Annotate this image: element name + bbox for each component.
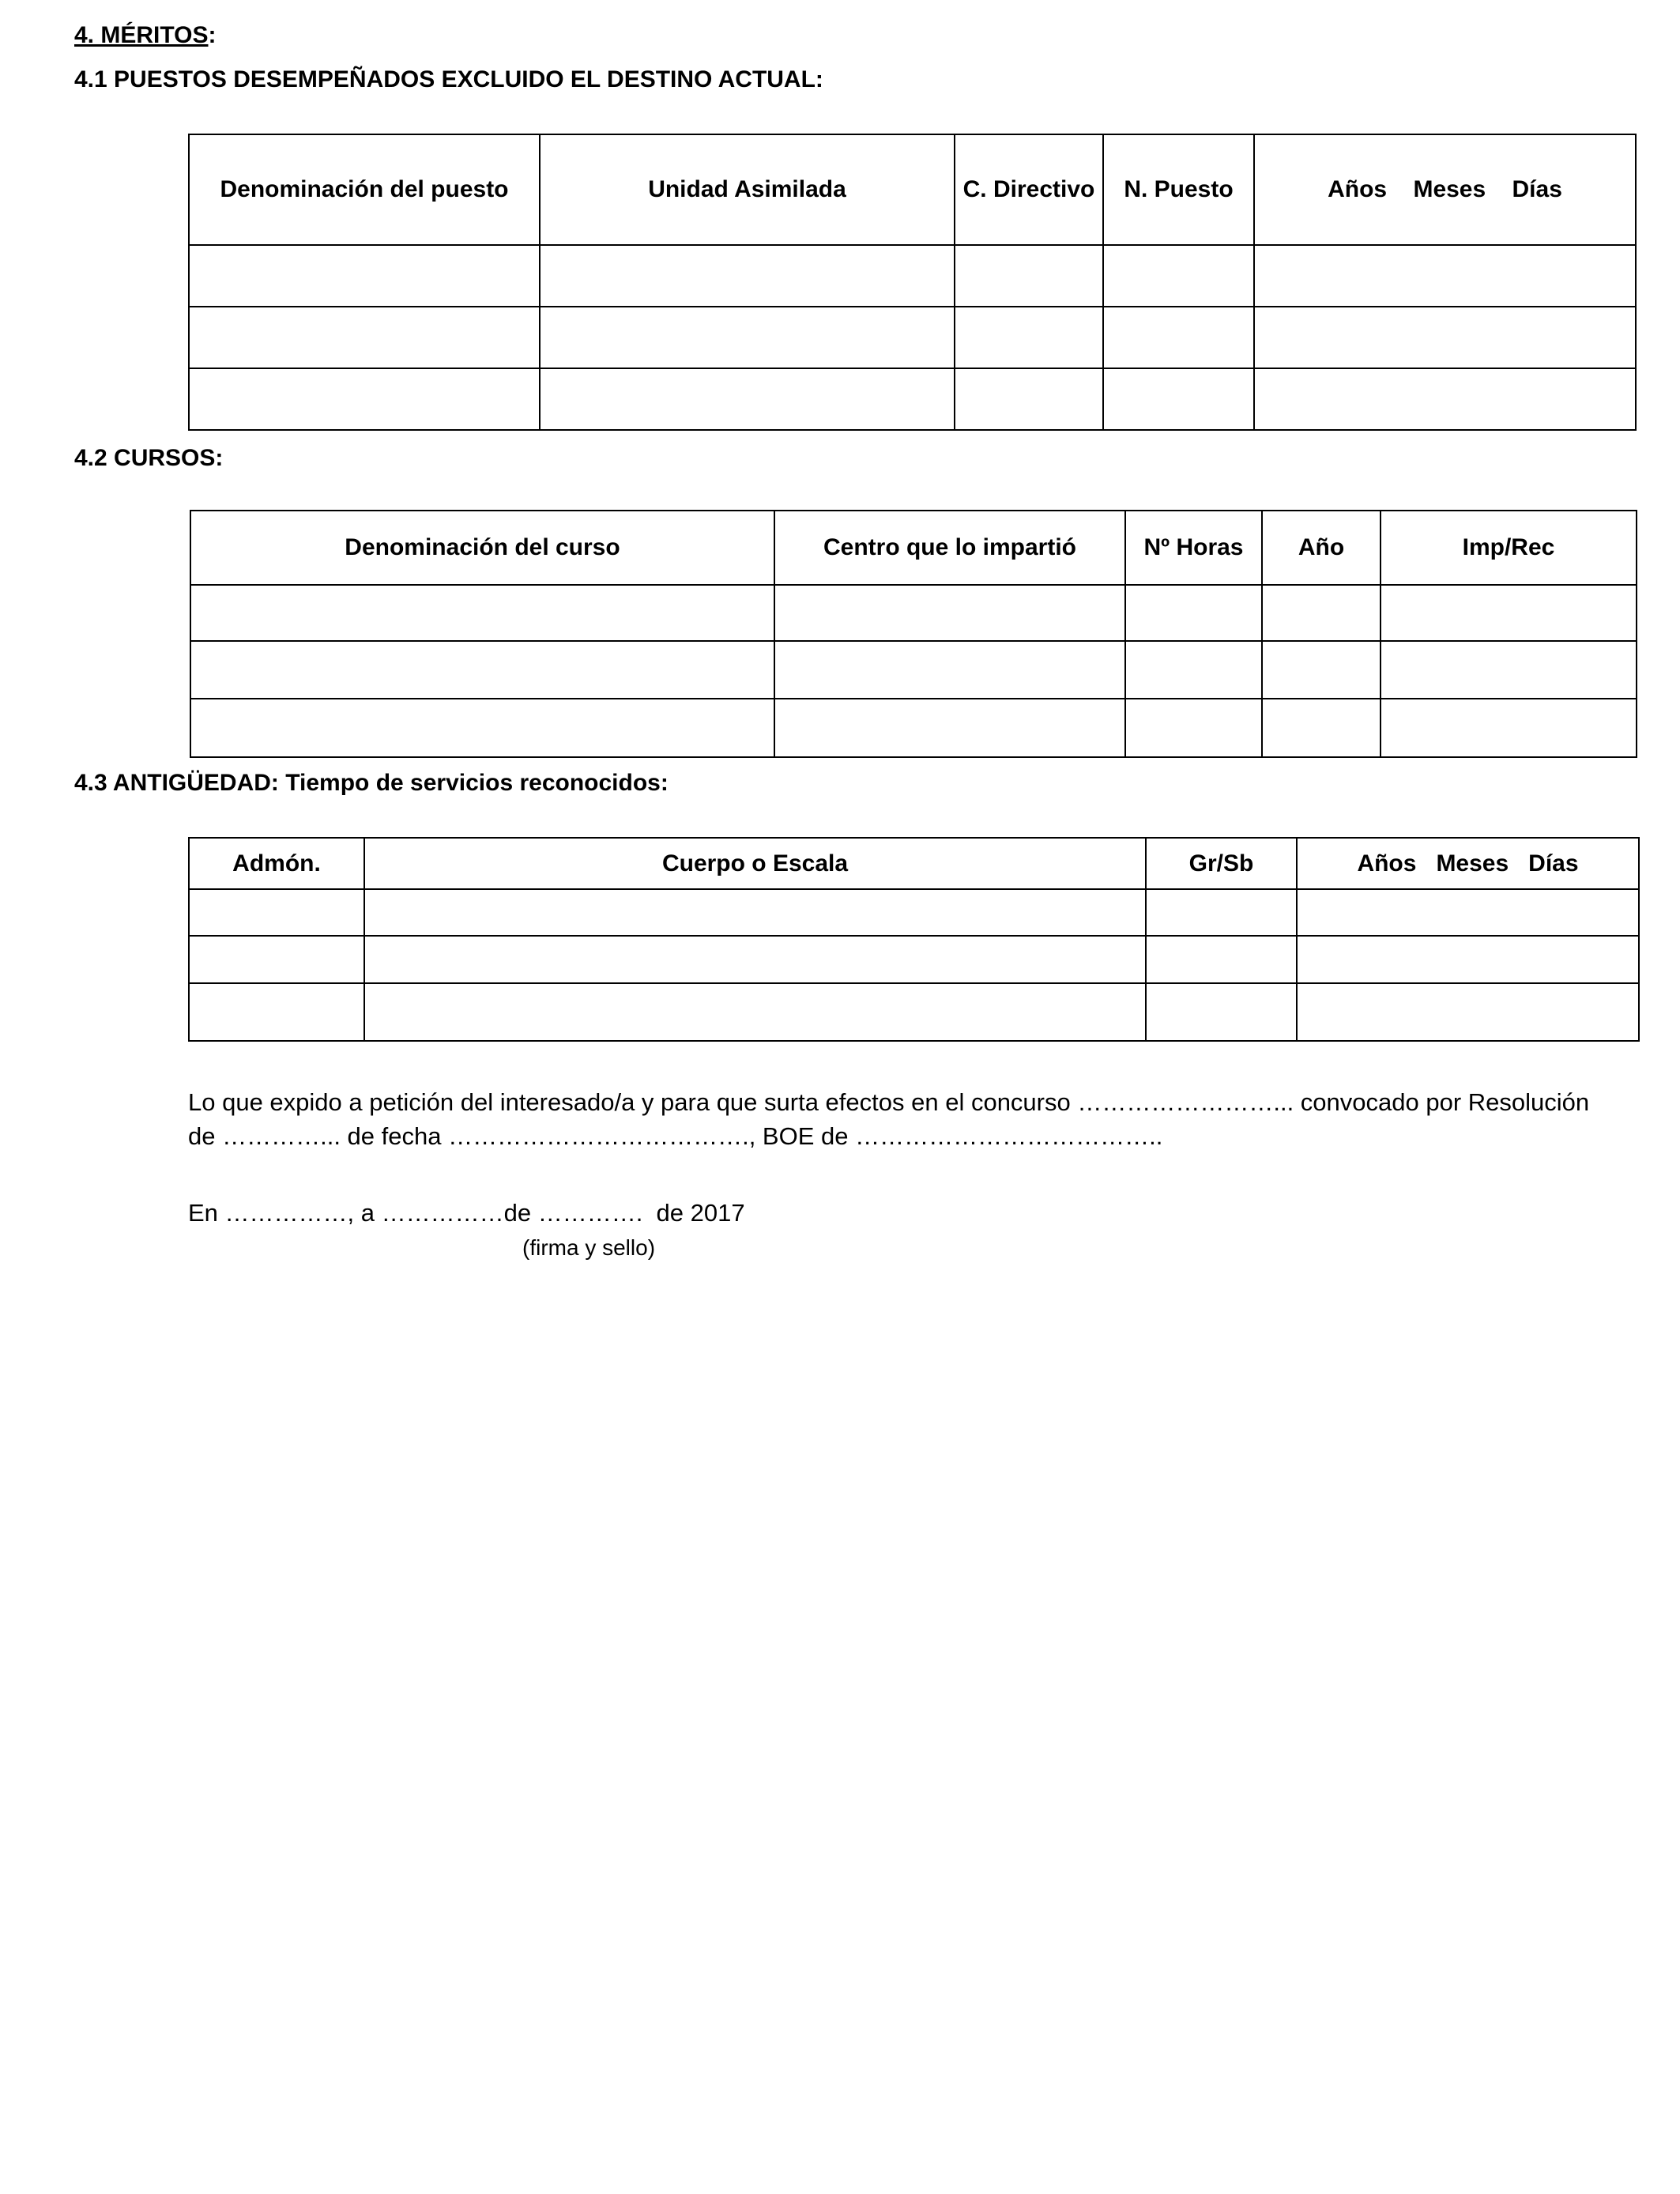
cursos-table — [190, 510, 1637, 758]
table-row — [190, 641, 1637, 699]
input-cell[interactable] — [540, 307, 955, 368]
input-cell[interactable] — [774, 699, 1125, 757]
input-cell[interactable] — [1297, 936, 1639, 983]
input-cell[interactable] — [1297, 889, 1639, 936]
heading-antiguedad: 4.3 ANTIGÜEDAD: Tiempo de servicios reconocidos: — [74, 770, 669, 796]
col-centro: Centro que lo impartió — [774, 511, 1125, 585]
input-cell[interactable] — [1103, 368, 1254, 430]
col-denominacion-puesto: Denominación del puesto — [189, 134, 540, 245]
input-cell[interactable] — [189, 889, 364, 936]
input-cell[interactable] — [1381, 699, 1637, 757]
section-title-suffix: : — [208, 22, 217, 48]
puestos-header-row — [189, 134, 1636, 245]
puestos-table — [188, 134, 1637, 431]
input-cell[interactable] — [955, 368, 1103, 430]
statement-line-1: Lo que expido a petición del interesado/a y para que surta efectos en el concurso ……………………... convocado por Resolución — [188, 1088, 1590, 1116]
input-cell[interactable] — [955, 245, 1103, 307]
input-cell[interactable] — [774, 585, 1125, 641]
input-cell[interactable] — [189, 368, 540, 430]
input-cell[interactable] — [190, 641, 774, 699]
table-row — [189, 368, 1636, 430]
input-cell[interactable] — [1254, 307, 1636, 368]
col-imp-rec: Imp/Rec — [1381, 511, 1637, 585]
input-cell[interactable] — [189, 936, 364, 983]
input-cell[interactable] — [1103, 307, 1254, 368]
input-cell[interactable] — [1262, 585, 1381, 641]
signature-label: (firma y sello) — [522, 1235, 656, 1260]
input-cell[interactable] — [364, 936, 1146, 983]
heading-puestos: 4.1 PUESTOS DESEMPEÑADOS EXCLUIDO EL DESTINO ACTUAL: — [74, 66, 823, 92]
input-cell[interactable] — [1125, 641, 1262, 699]
col-gr-sb: Gr/Sb — [1146, 838, 1297, 889]
input-cell[interactable] — [190, 699, 774, 757]
heading-cursos: 4.2 CURSOS: — [74, 445, 224, 471]
col-cuerpo-escala: Cuerpo o Escala — [364, 838, 1146, 889]
statement-line-2: de …………... de fecha ………………………………., BOE de ……………………………….. — [188, 1122, 1163, 1150]
input-cell[interactable] — [1381, 585, 1637, 641]
input-cell[interactable] — [540, 368, 955, 430]
input-cell[interactable] — [1262, 641, 1381, 699]
input-cell[interactable] — [1254, 368, 1636, 430]
antiguedad-table — [188, 837, 1640, 1042]
table-row — [190, 585, 1637, 641]
input-cell[interactable] — [1125, 585, 1262, 641]
table-row — [189, 245, 1636, 307]
input-cell[interactable] — [1125, 699, 1262, 757]
input-cell[interactable] — [190, 585, 774, 641]
input-cell[interactable] — [1146, 889, 1297, 936]
place-date-line: En ……………, a ……………de …………. de 2017 — [188, 1199, 745, 1227]
col-denominacion-curso: Denominación del curso — [190, 511, 774, 585]
table-row — [189, 983, 1639, 1041]
table-row — [189, 936, 1639, 983]
antiguedad-header-row — [189, 838, 1639, 889]
col-ano: Año — [1262, 511, 1381, 585]
input-cell[interactable] — [1254, 245, 1636, 307]
col-anos-meses-dias: Años Meses Días — [1297, 838, 1639, 889]
input-cell[interactable] — [189, 307, 540, 368]
table-row — [190, 699, 1637, 757]
col-unidad-asimilada: Unidad Asimilada — [540, 134, 955, 245]
col-admon: Admón. — [189, 838, 364, 889]
col-c-directivo: C. Directivo — [955, 134, 1103, 245]
cursos-header-row — [190, 511, 1637, 585]
input-cell[interactable] — [364, 889, 1146, 936]
input-cell[interactable] — [1146, 936, 1297, 983]
col-anos-meses-dias: Años Meses Días — [1254, 134, 1636, 245]
input-cell[interactable] — [189, 245, 540, 307]
input-cell[interactable] — [1146, 983, 1297, 1041]
section-title-text: 4. MÉRITOS — [74, 22, 209, 48]
input-cell[interactable] — [364, 983, 1146, 1041]
input-cell[interactable] — [1262, 699, 1381, 757]
input-cell[interactable] — [189, 983, 364, 1041]
input-cell[interactable] — [955, 307, 1103, 368]
input-cell[interactable] — [774, 641, 1125, 699]
input-cell[interactable] — [1381, 641, 1637, 699]
table-row — [189, 889, 1639, 936]
col-n-puesto: N. Puesto — [1103, 134, 1254, 245]
input-cell[interactable] — [540, 245, 955, 307]
input-cell[interactable] — [1103, 245, 1254, 307]
col-horas: Nº Horas — [1125, 511, 1262, 585]
input-cell[interactable] — [1297, 983, 1639, 1041]
table-row — [189, 307, 1636, 368]
section-title — [74, 24, 216, 47]
